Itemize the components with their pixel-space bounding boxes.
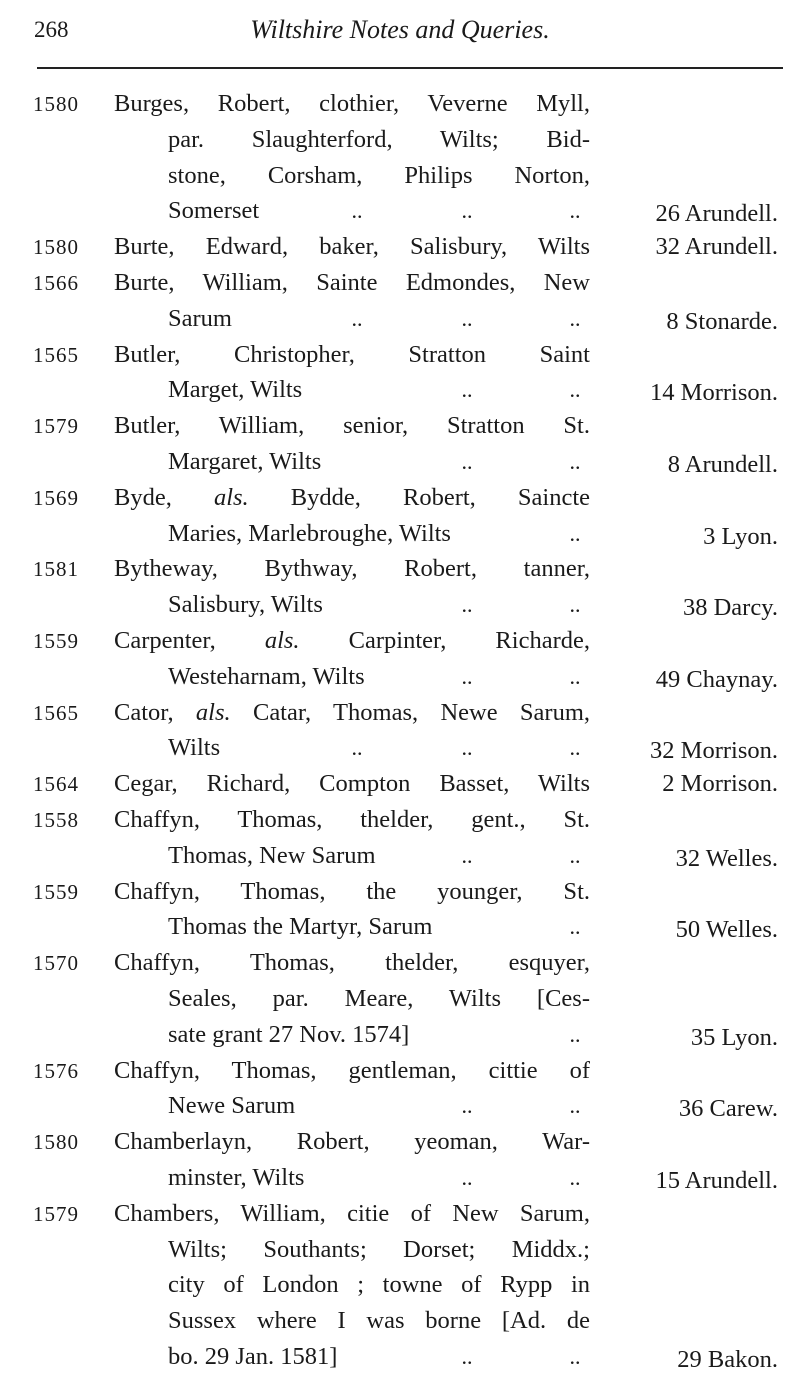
entry-line [0,86,800,122]
entry-line [0,695,800,731]
entry-text-segment: Thomas the Martyr, Sarum [168,913,433,941]
entry-line [0,1124,800,1160]
entry-text-segment: Bytheway, Bythway, Robert, tanner, [114,555,590,583]
entry-line [0,1053,800,1089]
register-reference: 32 Morrison. [650,737,778,765]
entry-line [0,265,800,301]
entry-text-segment: Sarum [168,304,232,332]
entry-text-segment: Seales, par. Meare, Wilts [Ces- [168,985,590,1012]
entry-text [114,623,590,659]
register-reference: 2 Morrison. [662,770,778,798]
entry-text-segment: Margaret, Wilts [168,448,322,475]
entry-line [0,1267,800,1303]
entry-text-segment: Salisbury, Wilts [168,591,323,619]
entry-line [0,802,800,838]
entry-line [0,480,800,516]
entry-text [168,1160,304,1196]
dot-leader: .. [569,1165,581,1190]
entry-year: 1559 [33,879,79,904]
entry-line [0,1017,800,1053]
register-reference: 38 Darcy. [682,594,778,622]
entry-text-segment: Marget, Wilts [168,376,303,404]
dot-leader: .. [461,842,473,868]
dot-leader: .. [569,663,581,689]
dot-leader: .. [569,1021,581,1047]
entry-text [168,1088,295,1124]
entry-text [168,909,432,945]
entry-text-segment: Newe Sarum [168,1092,296,1120]
entry-year: 1581 [33,557,79,582]
entry-line [0,1303,800,1339]
entry-text-segment: Burte, Edward, baker, Salisbury, Wilts [114,233,590,261]
entry-year: 1580 [33,1130,79,1155]
register-reference: 29 Bakon. [677,1346,778,1373]
entry-text [114,945,590,981]
entry-text-segment: city of London ; towne of Rypp in [168,1271,590,1299]
entry-text [114,265,590,301]
dot-leader: .. [569,842,581,868]
entry-line [0,730,800,766]
entry-line [0,516,800,552]
entry-year: 1564 [33,772,79,797]
entry-line [0,981,800,1017]
entry-text [168,981,590,1017]
italic-abbreviation: als. [213,483,249,511]
register-reference: 14 Morrison. [650,379,778,407]
entry-text-segment: Butler, William, senior, Stratton St. [114,412,590,440]
entry-line [0,909,800,945]
entry-text [114,480,590,516]
register-reference: 32 Arundell. [655,233,778,261]
entry-text [168,1267,590,1303]
entry-line [0,372,800,408]
entry-line [0,551,800,587]
entry-text [168,730,220,766]
entry-line [0,766,800,802]
entry-year: 1579 [33,1201,79,1226]
entry-text [114,695,590,731]
entry-line [0,193,800,229]
entry-year: 1565 [33,342,79,367]
dot-leader: .. [461,449,473,474]
entry-text [114,551,590,587]
entry-year: 1570 [33,951,79,976]
dot-leader: .. [351,198,363,224]
dot-leader: .. [569,377,581,403]
dot-leader: .. [569,198,581,224]
entry-line [0,301,800,337]
entry-text-segment: Maries, Marlebroughe, Wilts [168,519,451,547]
entry-text-segment: Chaffyn, Thomas, thelder, gent., St. [114,806,590,833]
entry-text [168,587,323,623]
entry-text [168,516,451,552]
entry-text [168,659,365,695]
register-reference: 50 Welles. [675,916,778,944]
entry-text [168,838,376,874]
dot-leader: .. [569,1093,581,1119]
entry-text-segment: Thomas, New Sarum [168,841,376,869]
entry-text-segment: Wilts; Southants; Dorset; Middx.; [168,1235,590,1263]
entry-text-segment: Westeharnam, Wilts [168,662,365,690]
entry-text-segment: sate grant 27 Nov. 1574] [168,1020,410,1048]
entry-text-segment: Catar, Thomas, Newe Sarum, [230,698,590,726]
entry-year: 1576 [33,1058,79,1083]
entry-text-segment: Bydde, Robert, Saincte [248,483,590,511]
entry-text-segment: Somerset [168,197,260,225]
entry-year: 1580 [33,235,79,260]
header-rule [37,67,783,69]
entry-text [114,874,590,910]
register-reference: 26 Arundell. [655,200,778,228]
entry-year: 1580 [33,92,79,116]
dot-leader: .. [461,377,473,403]
dot-leader: .. [351,305,363,331]
entry-line [0,587,800,623]
entry-text-segment: Wilts [168,734,221,762]
entry-line [0,874,800,910]
entry-text [168,158,590,194]
entry-text-segment: Chaffyn, Thomas, gentleman, cittie of [114,1056,590,1084]
entry-text-segment: Cegar, Richard, Compton Basset, Wilts [114,770,590,798]
entry-text-segment: Burte, William, Sainte Edmondes, New [114,269,590,296]
entry-text [114,229,590,265]
dot-leader: .. [351,735,363,761]
dot-leader: .. [461,198,473,224]
dot-leader: .. [569,449,581,474]
entry-text-segment: par. Slaughterford, Wilts; Bid- [168,125,590,153]
register-reference: 8 Arundell. [667,451,778,478]
dot-leader: .. [461,592,473,618]
dot-leader: .. [569,914,581,940]
register-reference: 35 Lyon. [690,1023,778,1051]
entry-text [114,766,590,802]
entry-line [0,945,800,981]
register-reference: 8 Stonarde. [666,307,778,335]
entry-text [168,1339,337,1375]
entry-text [168,122,590,158]
entry-line [0,1196,800,1232]
entry-line [0,122,800,158]
entry-line [0,659,800,695]
dot-leader: .. [569,735,581,761]
entry-text [168,372,302,408]
entry-text-segment: Cator, [114,698,196,726]
entry-text-segment: minster, Wilts [168,1164,305,1191]
register-reference: 3 Lyon. [703,522,778,550]
entry-text [114,1124,590,1160]
entry-line [0,838,800,874]
register-reference: 15 Arundell. [655,1167,778,1194]
entry-text [114,1196,590,1232]
entry-line [0,1339,800,1375]
entry-text [168,1303,590,1339]
dot-leader: .. [461,663,473,689]
entry-year: 1559 [33,629,79,653]
entry-text-segment: Butler, Christopher, Stratton Saint [114,340,590,368]
entry-line [0,229,800,265]
entry-text-segment: bo. 29 Jan. 1581] [168,1343,338,1370]
running-title: Wiltshire Notes and Queries. [250,15,550,44]
entry-text-segment: Chamberlayn, Robert, yeoman, War- [114,1128,590,1156]
register-reference: 49 Chaynay. [655,665,778,693]
dot-leader: .. [461,305,473,331]
dot-leader: .. [461,1344,473,1369]
entry-line [0,444,800,480]
entry-text-segment: Carpenter, [114,627,265,654]
entry-year: 1558 [33,808,79,832]
entry-text-segment: Byde, [114,483,214,511]
entry-text [114,408,590,444]
entry-text-segment: stone, Corsham, Philips Norton, [168,161,590,189]
entry-text-segment: Chaffyn, Thomas, the younger, St. [114,877,590,905]
entry-text-segment: Chambers, William, citie of New Sarum, [114,1199,590,1227]
dot-leader: .. [461,1093,473,1119]
entry-text [168,193,259,229]
entry-text [114,86,590,122]
dot-leader: .. [569,305,581,331]
entry-line [0,337,800,373]
dot-leader: .. [569,592,581,618]
entry-text [114,802,590,838]
entry-text [168,444,321,480]
entry-line [0,158,800,194]
entry-text [168,1232,590,1268]
italic-abbreviation: als. [264,627,300,654]
entry-year: 1566 [33,271,79,295]
dot-leader: .. [461,735,473,761]
register-reference: 32 Welles. [675,844,778,872]
entry-year: 1579 [33,414,79,439]
entry-line [0,623,800,659]
entry-text-segment: Chaffyn, Thomas, thelder, esquyer, [114,949,590,977]
entry-text-segment: Carpinter, Richarde, [299,627,590,654]
entry-text-segment: Sussex where I was borne [Ad. de [168,1307,590,1335]
entry-line [0,1088,800,1124]
entry-text-segment: Burges, Robert, clothier, Veverne Myll, [114,90,590,117]
dot-leader: .. [569,1344,581,1369]
entry-text [168,301,232,337]
dot-leader: .. [461,1165,473,1190]
entry-text [114,1053,590,1089]
italic-abbreviation: als. [195,698,231,726]
entry-line [0,1232,800,1268]
entry-text [168,1017,409,1053]
page-number: 268 [34,17,69,42]
entry-line [0,408,800,444]
entry-text [114,337,590,373]
entry-year: 1569 [33,485,79,510]
entry-year: 1565 [33,700,79,725]
register-reference: 36 Carew. [678,1095,778,1123]
entry-line [0,1160,800,1196]
dot-leader: .. [569,520,581,546]
